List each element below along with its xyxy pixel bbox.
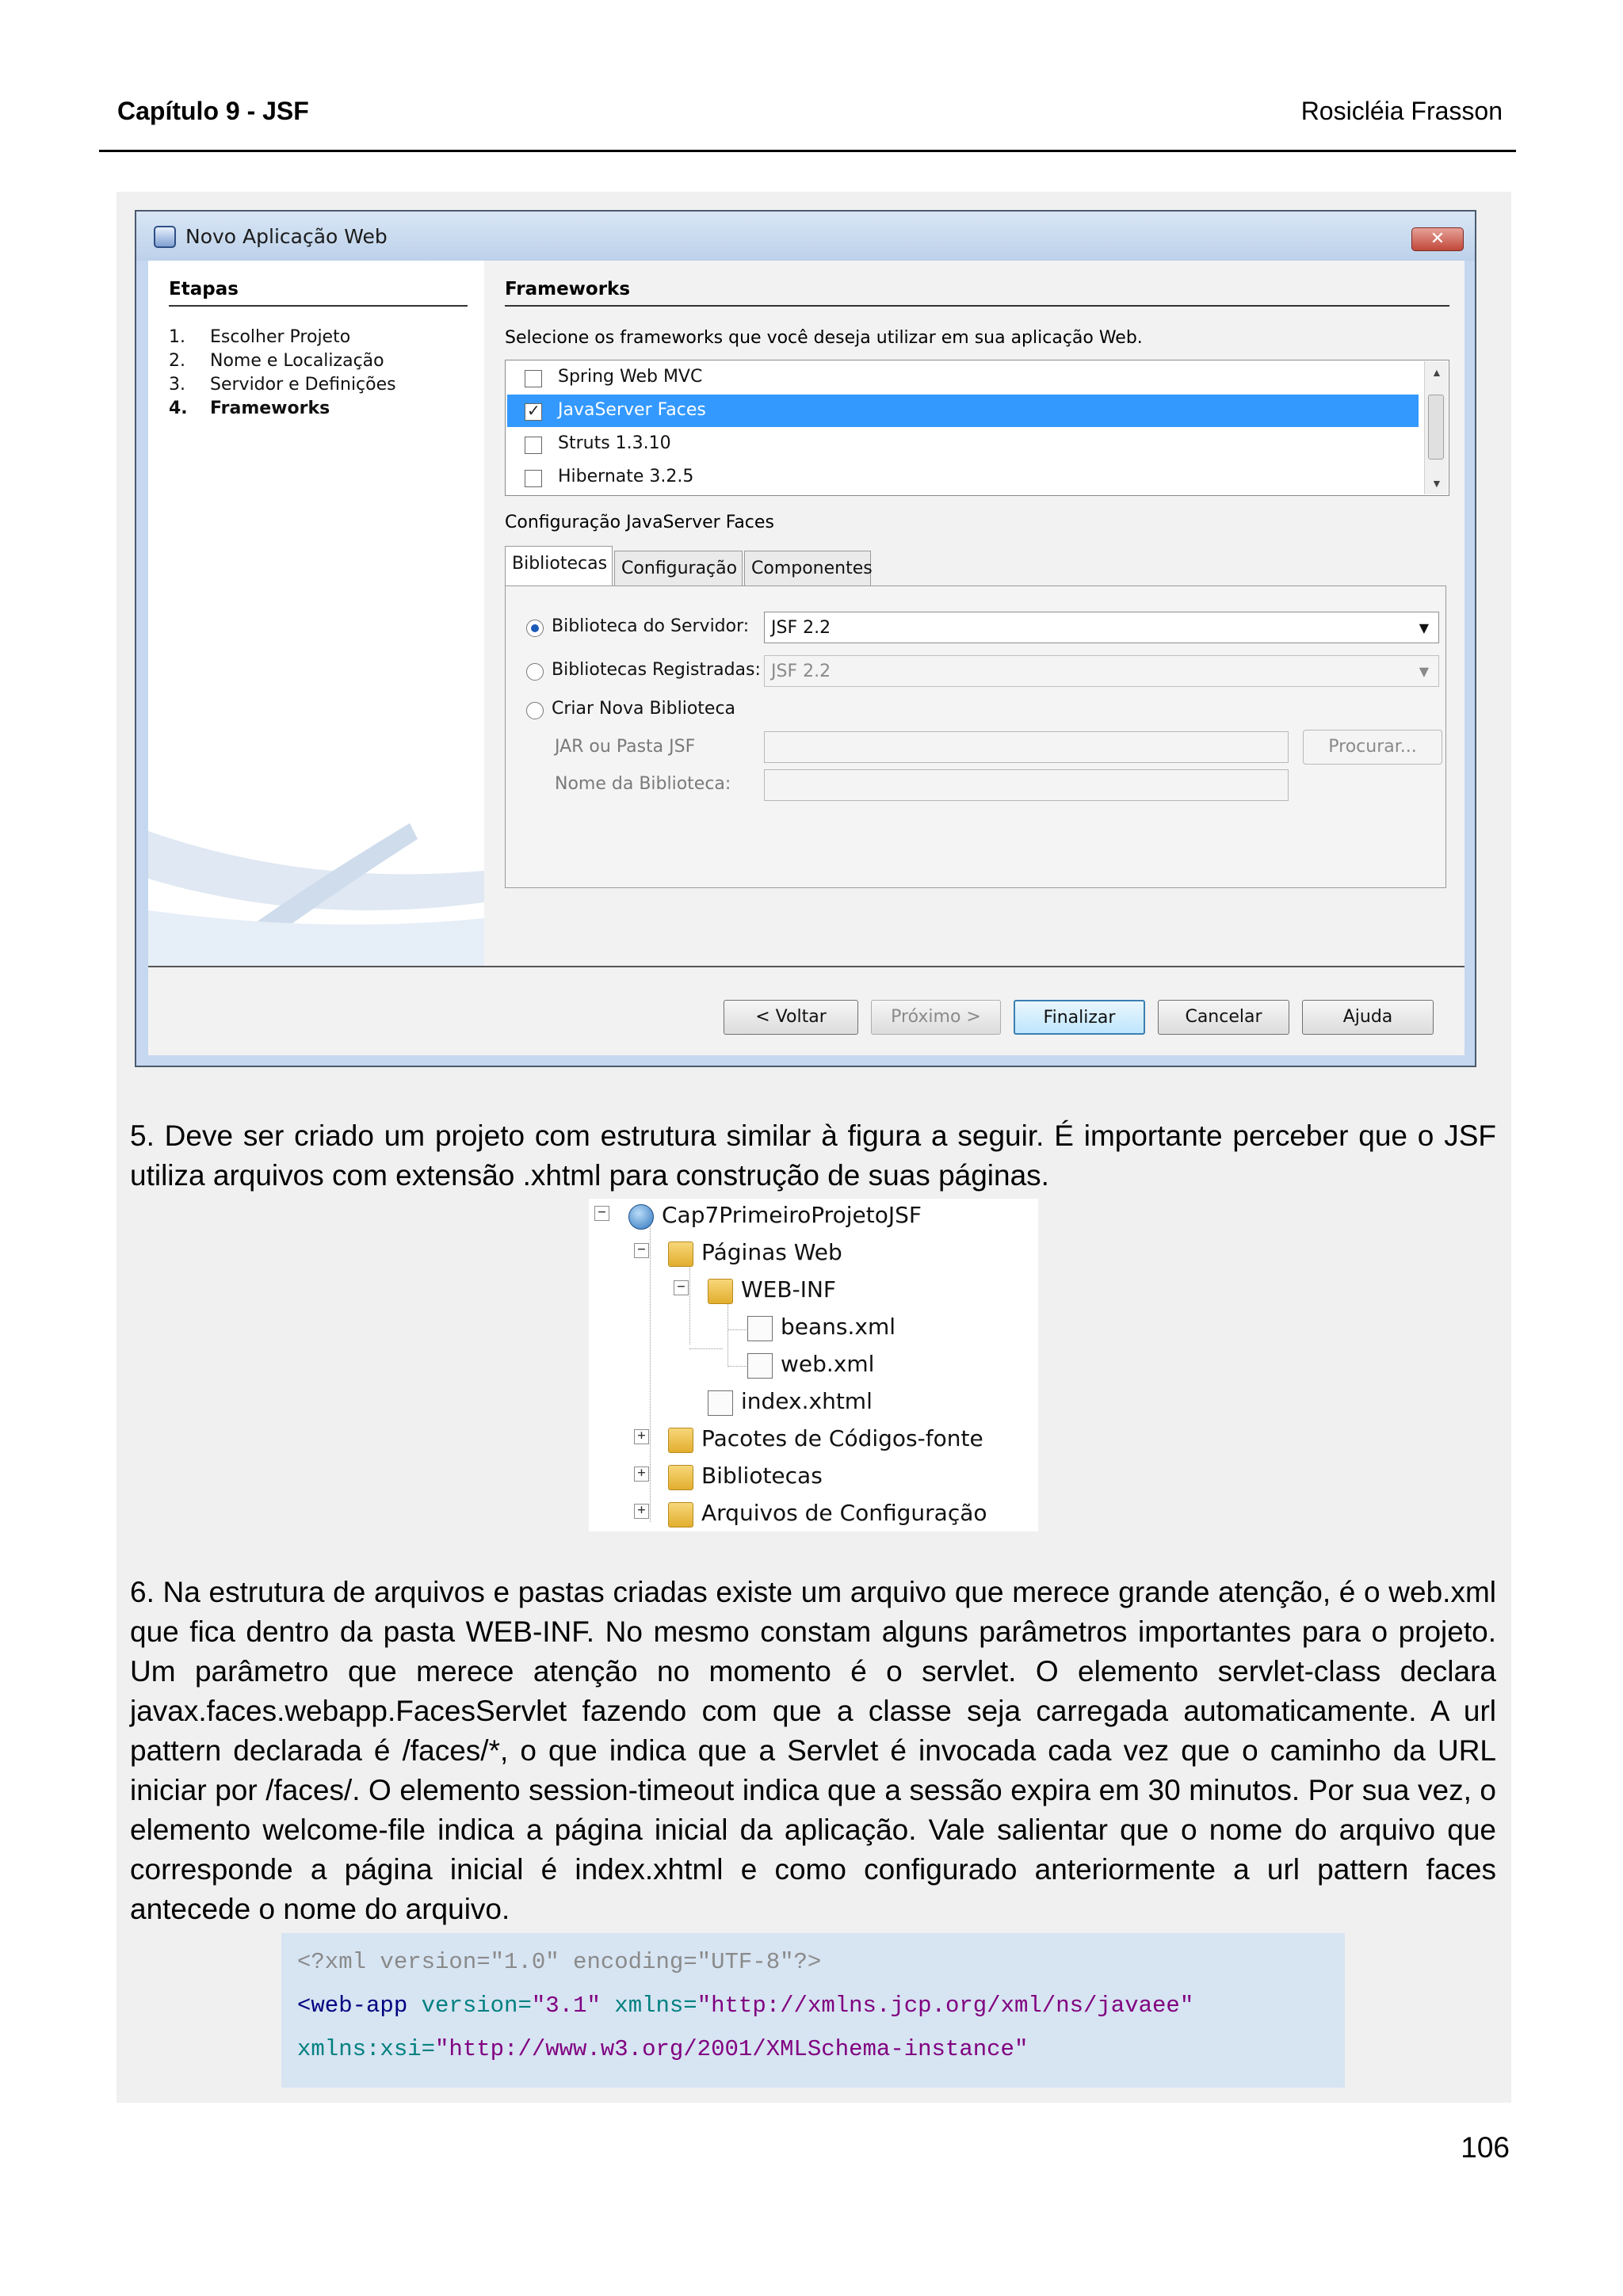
step-item-current: 4. Frameworks — [169, 399, 330, 418]
back-button[interactable]: < Voltar — [724, 1000, 858, 1035]
steps-title: Etapas — [169, 279, 239, 299]
dialog-title: Novo Aplicação Web — [185, 225, 388, 248]
code-line-1: <?xml version="1.0" encoding="UTF-8"?> — [297, 1949, 822, 1975]
library-name-field[interactable] — [764, 769, 1289, 801]
registered-libraries-radio[interactable] — [526, 663, 544, 681]
framework-checkbox[interactable] — [525, 437, 542, 454]
step-item: 2. Nome e Localização — [169, 351, 384, 371]
page-number: 106 — [1461, 2131, 1510, 2164]
new-web-application-dialog — [135, 210, 1476, 1067]
scroll-down-icon[interactable]: ▼ — [1431, 477, 1442, 490]
step-item: 3. Servidor e Definições — [169, 375, 396, 395]
code-block — [281, 1933, 1345, 2088]
web-project-icon — [628, 1204, 654, 1230]
cancel-button[interactable]: Cancelar — [1158, 1000, 1289, 1035]
author-name: Rosicléia Frasson — [1300, 97, 1503, 125]
new-library-label: Criar Nova Biblioteca — [552, 699, 736, 719]
chevron-down-icon: ▼ — [1419, 664, 1429, 679]
chevron-down-icon: ▼ — [1419, 620, 1429, 635]
step-item: 1. Escolher Projeto — [169, 327, 351, 347]
xml-config-file-icon — [747, 1353, 773, 1379]
frameworks-title: Frameworks — [505, 279, 631, 299]
framework-checkbox[interactable] — [525, 470, 542, 487]
libraries-panel — [505, 585, 1446, 888]
project-tree: − Cap7PrimeiroProjetoJSF − Páginas Web − WEB-INF beans.xml web.xml index.xhtml + Pacotes de Códigos-fonte + Bibliotecas + Arquivos de Configuração — [589, 1199, 1038, 1531]
frameworks-scrollbar[interactable] — [1424, 361, 1448, 494]
finish-button[interactable]: Finalizar — [1014, 1000, 1145, 1035]
code-line-2: <web-app version="3.1" xmlns="http://xmlns.jcp.org/xml/ns/javaee" — [297, 1993, 1194, 2019]
expand-toggle[interactable]: + — [634, 1504, 649, 1519]
registered-libraries-select[interactable]: JSF 2.2 ▼ — [764, 655, 1439, 687]
browse-button[interactable]: Procurar... — [1303, 730, 1442, 765]
framework-checkbox[interactable] — [525, 370, 542, 387]
jsf-config-title: Configuração JavaServer Faces — [505, 513, 774, 532]
xhtml-file-icon — [708, 1390, 733, 1416]
netbeans-cube-icon — [154, 226, 176, 248]
collapse-toggle[interactable]: − — [634, 1243, 649, 1258]
decorative-swoosh — [148, 815, 484, 966]
close-button[interactable]: ✕ — [1411, 227, 1464, 251]
steps-divider — [169, 305, 468, 307]
jar-folder-field[interactable] — [764, 731, 1289, 763]
header-divider — [99, 150, 1516, 152]
framework-item-hibernate[interactable]: Hibernate 3.2.5 — [507, 461, 1419, 494]
paragraph-step-6: 6. Na estrutura de arquivos e pastas criadas existe um arquivo que merece grande atenção, é o web.xml que fica dentro da pasta WEB-INF. No mesmo constam alguns parâmetros importantes para o projeto. Um parâmetro que merece atenção no momento é o servlet. O elemento servlet-class declara javax.faces.webapp.FacesServlet fazendo com que a classe seja carregada automaticamente. A url pattern declarada é /faces/*, o que indica que a Servlet é invocada cada vez que o caminho da URL iniciar por /faces/. O elemento session-timeout indica que a sessão expira em 30 minutos. Por sua vez, o elemento welcome-file indica a página inicial da aplicação. Vale salientar que o nome do arquivo que corresponde a página inicial é index.xhtml e como configurado anteriormente a url pattern faces antecede o nome do arquivo. — [130, 1576, 1496, 1925]
web-pages-folder-icon — [668, 1241, 693, 1267]
server-library-select[interactable]: JSF 2.2 ▼ — [764, 612, 1439, 643]
server-library-radio[interactable] — [526, 620, 544, 637]
new-library-radio[interactable] — [526, 702, 544, 719]
scrollbar-thumb[interactable] — [1428, 395, 1444, 460]
libraries-folder-icon — [668, 1465, 693, 1490]
chapter-title: Capítulo 9 - JSF — [117, 97, 309, 125]
tab-libraries[interactable]: Bibliotecas — [505, 546, 613, 587]
collapse-toggle[interactable]: − — [594, 1206, 609, 1221]
steps-pane — [148, 261, 484, 966]
code-line-3: xmlns:xsi="http://www.w3.org/2001/XMLSchema-instance" — [297, 2036, 1029, 2062]
frameworks-list — [505, 360, 1449, 496]
paragraph-step-5: 5. Deve ser criado um projeto com estrutura similar à figura a seguir. É importante perceber que o JSF utiliza arquivos com extensão .xhtml para construção de suas páginas. — [130, 1119, 1496, 1192]
registered-libraries-label: Bibliotecas Registradas: — [552, 660, 761, 680]
framework-item-jsf[interactable]: ✓ JavaServer Faces — [507, 395, 1419, 427]
framework-item-spring[interactable]: Spring Web MVC — [507, 361, 1419, 394]
xml-file-icon — [747, 1316, 773, 1341]
tab-components[interactable]: Componentes — [744, 551, 871, 585]
dialog-titlebar — [136, 212, 1475, 261]
tab-configuration[interactable]: Configuração — [614, 551, 743, 585]
source-packages-folder-icon — [668, 1428, 693, 1453]
jar-folder-label: JAR ou Pasta JSF — [555, 737, 696, 757]
framework-checkbox-checked[interactable] — [525, 403, 542, 421]
frameworks-divider — [505, 305, 1449, 307]
framework-item-struts[interactable]: Struts 1.3.10 — [507, 428, 1419, 460]
button-bar-divider — [148, 966, 1465, 967]
collapse-toggle[interactable]: − — [674, 1280, 689, 1295]
scroll-up-icon[interactable]: ▲ — [1431, 366, 1442, 379]
config-files-folder-icon — [668, 1502, 693, 1527]
help-button[interactable]: Ajuda — [1302, 1000, 1434, 1035]
next-button[interactable]: Próximo > — [871, 1000, 1001, 1035]
folder-icon — [708, 1279, 733, 1304]
expand-toggle[interactable]: + — [634, 1466, 649, 1482]
server-library-label: Biblioteca do Servidor: — [552, 616, 750, 636]
frameworks-description: Selecione os frameworks que você deseja utilizar em sua aplicação Web. — [505, 328, 1143, 348]
expand-toggle[interactable]: + — [634, 1429, 649, 1444]
dialog-body — [148, 261, 1465, 1055]
library-name-label: Nome da Biblioteca: — [555, 774, 731, 794]
